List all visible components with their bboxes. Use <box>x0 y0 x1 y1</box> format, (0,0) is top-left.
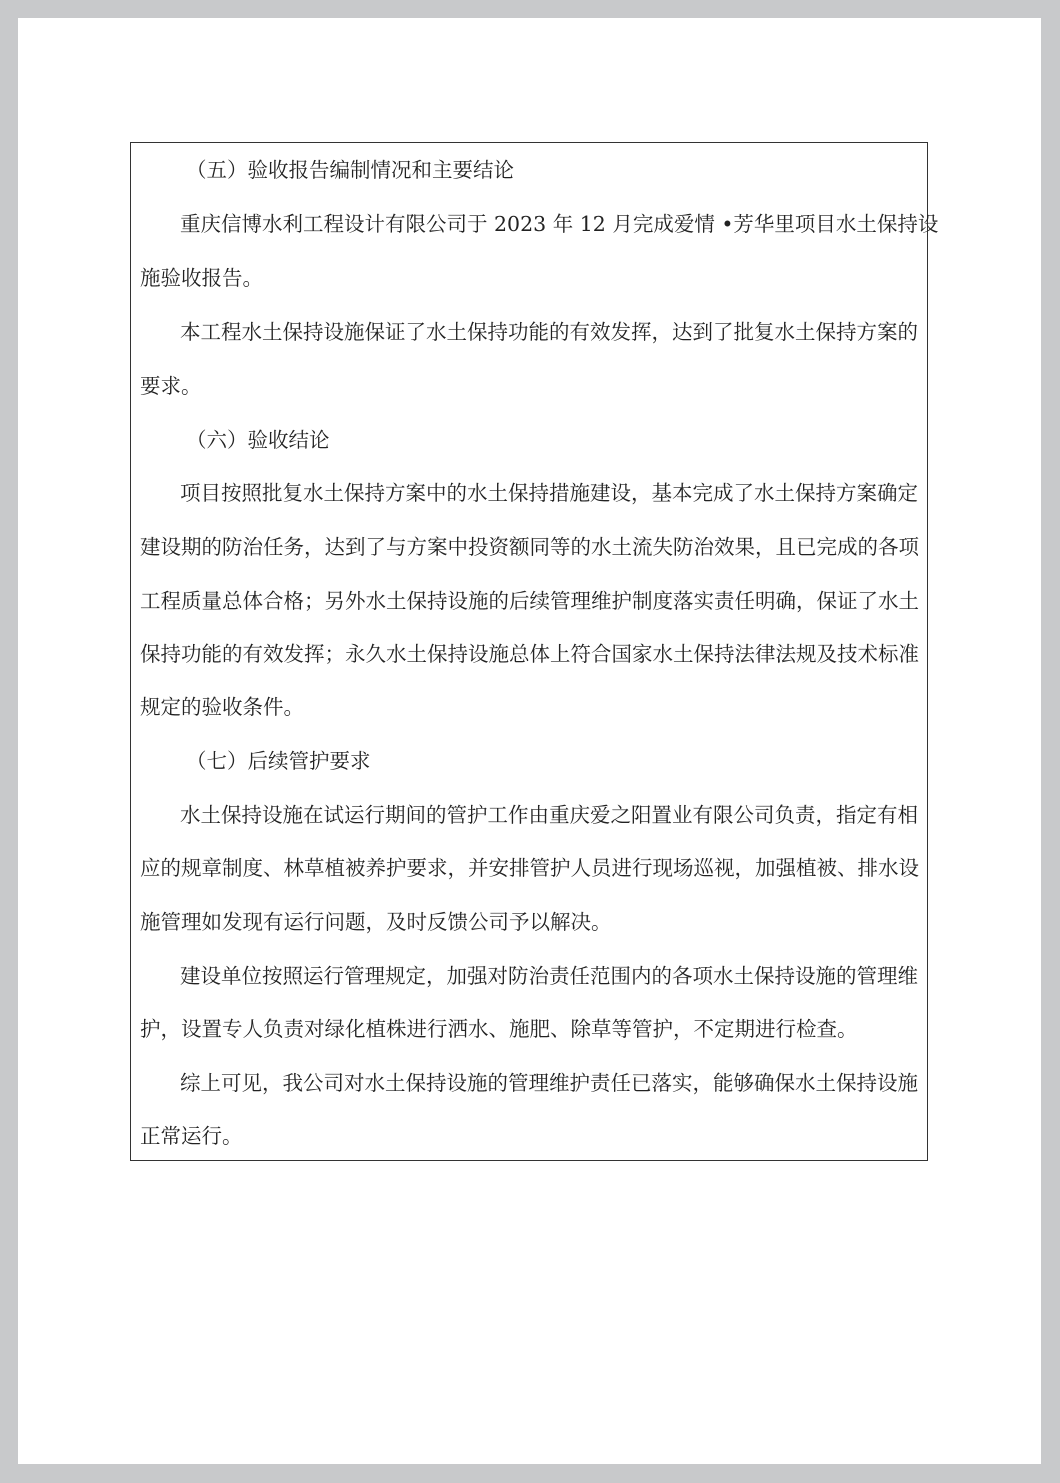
paragraph-line: 保持功能的有效发挥；永久水土保持设施总体上符合国家水土保持法律法规及技术标准 <box>140 642 919 666</box>
paragraph-line: 建设单位按照运行管理规定，加强对防治责任范围内的各项水土保持设施的管理维 <box>180 964 918 988</box>
paragraph-line: 工程质量总体合格；另外水土保持设施的后续管理维护制度落实责任明确，保证了水土 <box>140 589 919 613</box>
section-heading-5: （五）验收报告编制情况和主要结论 <box>186 158 514 182</box>
paragraph-line: 项目按照批复水土保持方案中的水土保持措施建设，基本完成了水土保持方案确定 <box>180 481 918 505</box>
paragraph-line: 应的规章制度、林草植被养护要求，并安排管护人员进行现场巡视，加强植被、排水设 <box>140 856 919 880</box>
paragraph-line: 建设期的防治任务，达到了与方案中投资额同等的水土流失防治效果，且已完成的各项 <box>140 535 919 559</box>
paragraph-line: 综上可见，我公司对水土保持设施的管理维护责任已落实，能够确保水土保持设施 <box>180 1071 918 1095</box>
paragraph-line: 正常运行。 <box>140 1124 243 1148</box>
section-heading-7: （七）后续管护要求 <box>186 749 371 773</box>
paragraph-line: 施管理如发现有运行问题，及时反馈公司予以解决。 <box>140 910 612 934</box>
paragraph-line: 本工程水土保持设施保证了水土保持功能的有效发挥，达到了批复水土保持方案的 <box>180 320 918 344</box>
paragraph-line: 护，设置专人负责对绿化植株进行洒水、施肥、除草等管护，不定期进行检查。 <box>140 1017 858 1041</box>
paragraph-line: 施验收报告。 <box>140 266 263 290</box>
section-heading-6: （六）验收结论 <box>186 428 330 452</box>
document-page <box>18 18 1041 1464</box>
paragraph-line: 规定的验收条件。 <box>140 695 304 719</box>
paragraph-line: 重庆信博水利工程设计有限公司于 2023 年 12 月完成爱情 •芳华里项目水土保持设 <box>180 212 939 236</box>
paragraph-line: 要求。 <box>140 374 202 398</box>
paragraph-line: 水土保持设施在试运行期间的管护工作由重庆爱之阳置业有限公司负责，指定有相 <box>180 803 918 827</box>
